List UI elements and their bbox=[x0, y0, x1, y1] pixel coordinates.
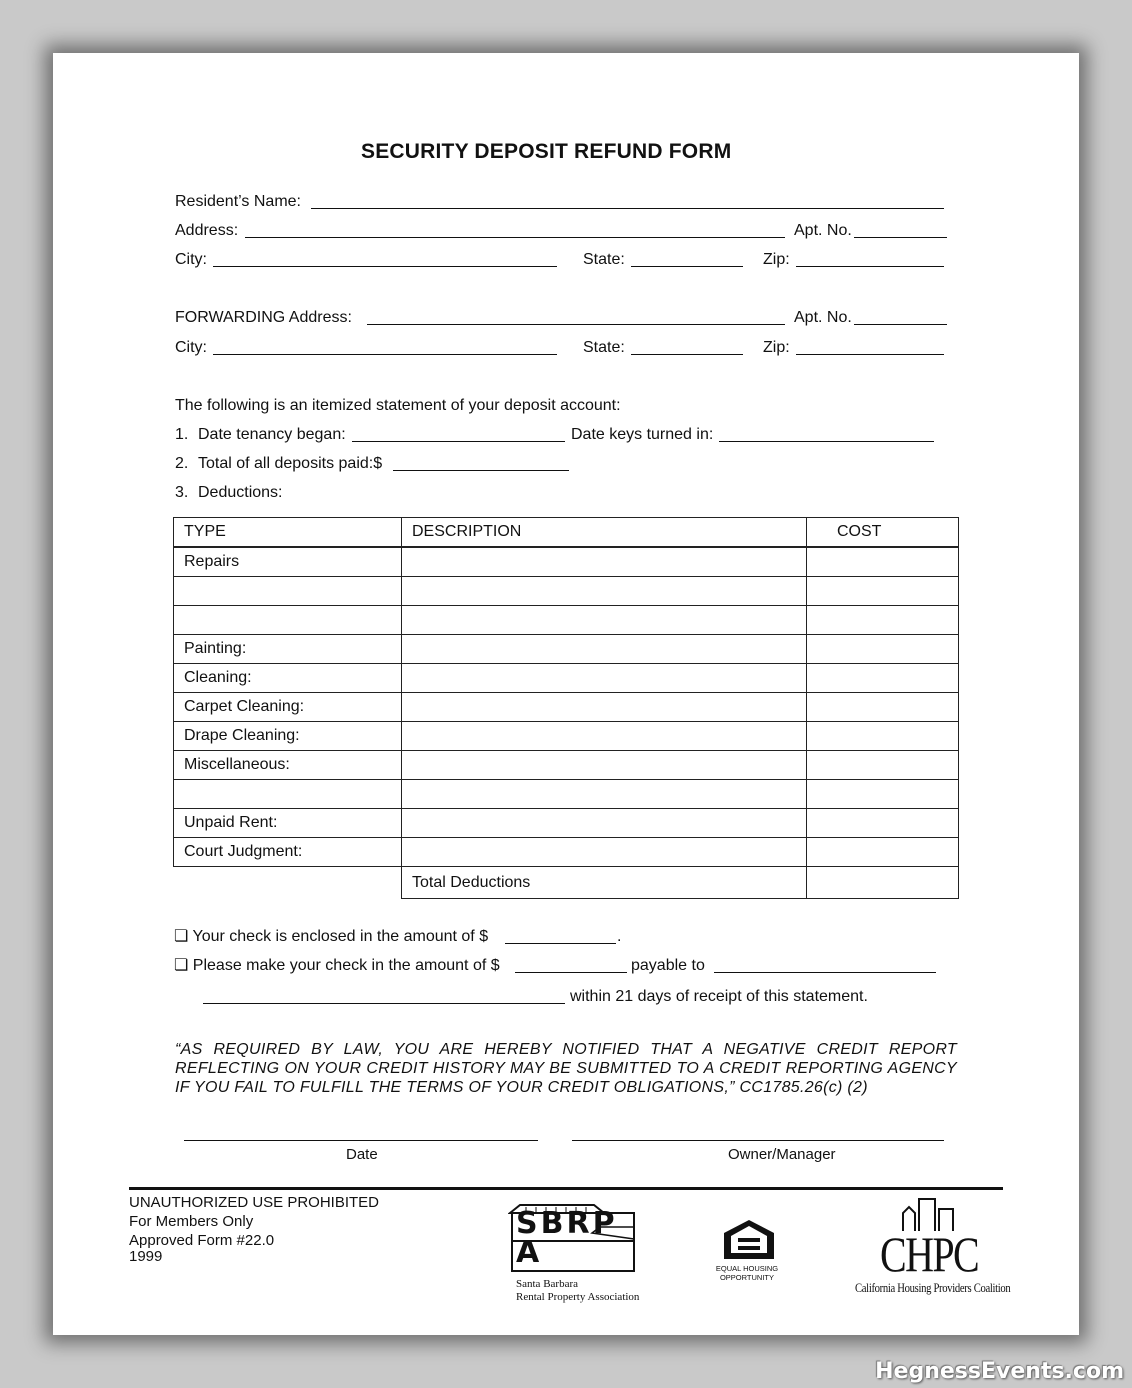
checkbox-make-check[interactable]: ❏ bbox=[174, 957, 189, 974]
row-description[interactable] bbox=[402, 577, 807, 606]
date-signature-line[interactable] bbox=[184, 1140, 538, 1141]
apt-label: Apt. No. bbox=[794, 222, 852, 239]
table-header-row bbox=[174, 518, 959, 548]
row-type: Court Judgment: bbox=[174, 838, 402, 867]
resident-name-label: Resident’s Name: bbox=[175, 193, 301, 210]
table-row bbox=[174, 751, 959, 780]
row-cost[interactable] bbox=[807, 664, 959, 693]
row-cost[interactable] bbox=[807, 809, 959, 838]
forwarding-address-field[interactable] bbox=[367, 324, 785, 325]
sbrpa-logo bbox=[508, 1203, 638, 1280]
total-deposits-label: Total of all deposits paid:$ bbox=[198, 455, 383, 472]
table-row bbox=[174, 722, 959, 751]
footer-unauthorized: UNAUTHORIZED USE PROHIBITED bbox=[129, 1194, 380, 1211]
table-row bbox=[174, 577, 959, 606]
zip-field[interactable] bbox=[796, 266, 944, 267]
apt-field[interactable] bbox=[854, 237, 947, 238]
city-field[interactable] bbox=[213, 266, 557, 267]
payable-to-field[interactable] bbox=[714, 972, 936, 973]
sbrpa-name bbox=[516, 1278, 639, 1304]
total-blank-cell bbox=[174, 867, 402, 899]
deductions-label: Deductions: bbox=[198, 484, 283, 501]
make-check-label: Please make your check in the amount of $ bbox=[192, 957, 500, 974]
make-check-row bbox=[174, 957, 500, 975]
credit-report-notice: “AS REQUIRED BY LAW, YOU ARE HEREBY NOTIFIED THAT A NEGATIVE CREDIT REPORT REFLECTING ON YOUR CREDIT HISTORY MAY BE SUBMITTED TO A CREDIT REPORTING AGENCY IF YOU FAIL TO FULFILL THE TERMS OF YOUR CREDIT OBLIGATIONS,” CC1785.26(c) (2) bbox=[175, 1041, 957, 1096]
row-cost[interactable] bbox=[807, 547, 959, 577]
payable-to-label: payable to bbox=[631, 957, 705, 974]
row-type: Painting: bbox=[174, 635, 402, 664]
form-title: SECURITY DEPOSIT REFUND FORM bbox=[361, 140, 732, 163]
check-enclosed-period: . bbox=[617, 928, 622, 945]
within-days-text: within 21 days of receipt of this statement. bbox=[570, 988, 868, 1005]
total-deposits-field[interactable] bbox=[393, 470, 569, 471]
sbrpa-logo-letters: SBRPA bbox=[516, 1206, 618, 1270]
eho-line1: EQUAL HOUSING bbox=[715, 1264, 779, 1273]
row-type: Unpaid Rent: bbox=[174, 809, 402, 838]
item3-number: 3. bbox=[175, 484, 189, 501]
row-type: Cleaning: bbox=[174, 664, 402, 693]
row-cost[interactable] bbox=[807, 577, 959, 606]
sbrpa-name-line2: Rental Property Association bbox=[516, 1291, 640, 1303]
footer-year: 1999 bbox=[129, 1248, 163, 1265]
state-label: State: bbox=[583, 251, 625, 268]
row-type: Drape Cleaning: bbox=[174, 722, 402, 751]
watermark: HegnessEvents.com bbox=[875, 1359, 1124, 1384]
item1-number: 1. bbox=[175, 426, 189, 443]
row-type: Miscellaneous: bbox=[174, 751, 402, 780]
forwarding-apt-label: Apt. No. bbox=[794, 309, 852, 326]
owner-signature-label: Owner/Manager bbox=[728, 1146, 836, 1163]
total-deductions-value[interactable] bbox=[807, 867, 959, 899]
chpc-logo: CHPC bbox=[880, 1226, 979, 1282]
check-enclosed-row bbox=[174, 928, 488, 946]
row-type[interactable] bbox=[174, 606, 402, 635]
forwarding-address-label: FORWARDING Address: bbox=[175, 309, 352, 326]
row-cost[interactable] bbox=[807, 751, 959, 780]
row-description[interactable] bbox=[402, 635, 807, 664]
row-type[interactable] bbox=[174, 780, 402, 809]
row-cost[interactable] bbox=[807, 635, 959, 664]
eho-line2: OPPORTUNITY bbox=[719, 1273, 775, 1282]
city-label: City: bbox=[175, 251, 207, 268]
table-row bbox=[174, 606, 959, 635]
equal-housing-text bbox=[707, 1264, 787, 1282]
row-cost[interactable] bbox=[807, 838, 959, 867]
footer-text bbox=[129, 1193, 379, 1263]
date-tenancy-label: Date tenancy began: bbox=[198, 426, 346, 443]
item2-number: 2. bbox=[175, 455, 189, 472]
address-field[interactable] bbox=[245, 237, 785, 238]
footer-approved-form: Approved Form #22.0 bbox=[129, 1232, 275, 1249]
date-keys-field[interactable] bbox=[719, 441, 934, 442]
total-row bbox=[174, 867, 959, 899]
sbrpa-name-line1: Santa Barbara bbox=[516, 1278, 578, 1290]
checkbox-enclosed[interactable]: ❏ bbox=[174, 928, 189, 945]
row-type: Repairs bbox=[174, 547, 402, 577]
row-description[interactable] bbox=[402, 838, 807, 867]
state-field[interactable] bbox=[631, 266, 743, 267]
table-row bbox=[174, 693, 959, 722]
row-type: Carpet Cleaning: bbox=[174, 693, 402, 722]
check-enclosed-amount-field[interactable] bbox=[505, 943, 616, 944]
address-label: Address: bbox=[175, 222, 239, 239]
date-keys-label: Date keys turned in: bbox=[571, 426, 714, 443]
description-header: DESCRIPTION bbox=[402, 518, 807, 548]
resident-name-field[interactable] bbox=[311, 208, 944, 209]
row-description[interactable] bbox=[402, 751, 807, 780]
forwarding-state-field[interactable] bbox=[631, 354, 743, 355]
cost-header: COST bbox=[807, 518, 959, 548]
payable-to-continued-field[interactable] bbox=[203, 1003, 565, 1004]
table-row bbox=[174, 809, 959, 838]
row-description[interactable] bbox=[402, 809, 807, 838]
make-check-amount-field[interactable] bbox=[515, 972, 627, 973]
row-description[interactable] bbox=[402, 722, 807, 751]
date-tenancy-field[interactable] bbox=[352, 441, 565, 442]
row-cost[interactable] bbox=[807, 606, 959, 635]
table-row bbox=[174, 664, 959, 693]
zip-label: Zip: bbox=[763, 251, 790, 268]
total-deductions-label: Total Deductions bbox=[402, 867, 807, 899]
row-description[interactable] bbox=[402, 693, 807, 722]
forwarding-zip-field[interactable] bbox=[796, 354, 944, 355]
row-description[interactable] bbox=[402, 606, 807, 635]
row-type[interactable] bbox=[174, 577, 402, 606]
footer-divider bbox=[129, 1187, 1003, 1190]
type-header: TYPE bbox=[174, 518, 402, 548]
row-cost[interactable] bbox=[807, 693, 959, 722]
table-row bbox=[174, 547, 959, 577]
owner-signature-line[interactable] bbox=[572, 1140, 944, 1141]
forwarding-apt-field[interactable] bbox=[854, 324, 947, 325]
date-signature-label: Date bbox=[346, 1146, 378, 1163]
equal-housing-icon bbox=[723, 1219, 775, 1266]
row-description[interactable] bbox=[402, 664, 807, 693]
row-cost[interactable] bbox=[807, 722, 959, 751]
forwarding-state-label: State: bbox=[583, 339, 625, 356]
statement-intro: The following is an itemized statement of your deposit account: bbox=[175, 397, 621, 414]
check-enclosed-label: Your check is enclosed in the amount of $ bbox=[192, 928, 489, 945]
row-description[interactable] bbox=[402, 547, 807, 577]
chpc-name: California Housing Providers Coalition bbox=[855, 1280, 1011, 1295]
forwarding-city-field[interactable] bbox=[213, 354, 557, 355]
table-row bbox=[174, 838, 959, 867]
table-row bbox=[174, 780, 959, 809]
deductions-table bbox=[173, 517, 959, 899]
forwarding-city-label: City: bbox=[175, 339, 207, 356]
forwarding-zip-label: Zip: bbox=[763, 339, 790, 356]
footer-members-only: For Members Only bbox=[129, 1213, 254, 1230]
row-description[interactable] bbox=[402, 780, 807, 809]
row-cost[interactable] bbox=[807, 780, 959, 809]
form-page bbox=[53, 53, 1079, 1335]
table-row bbox=[174, 635, 959, 664]
